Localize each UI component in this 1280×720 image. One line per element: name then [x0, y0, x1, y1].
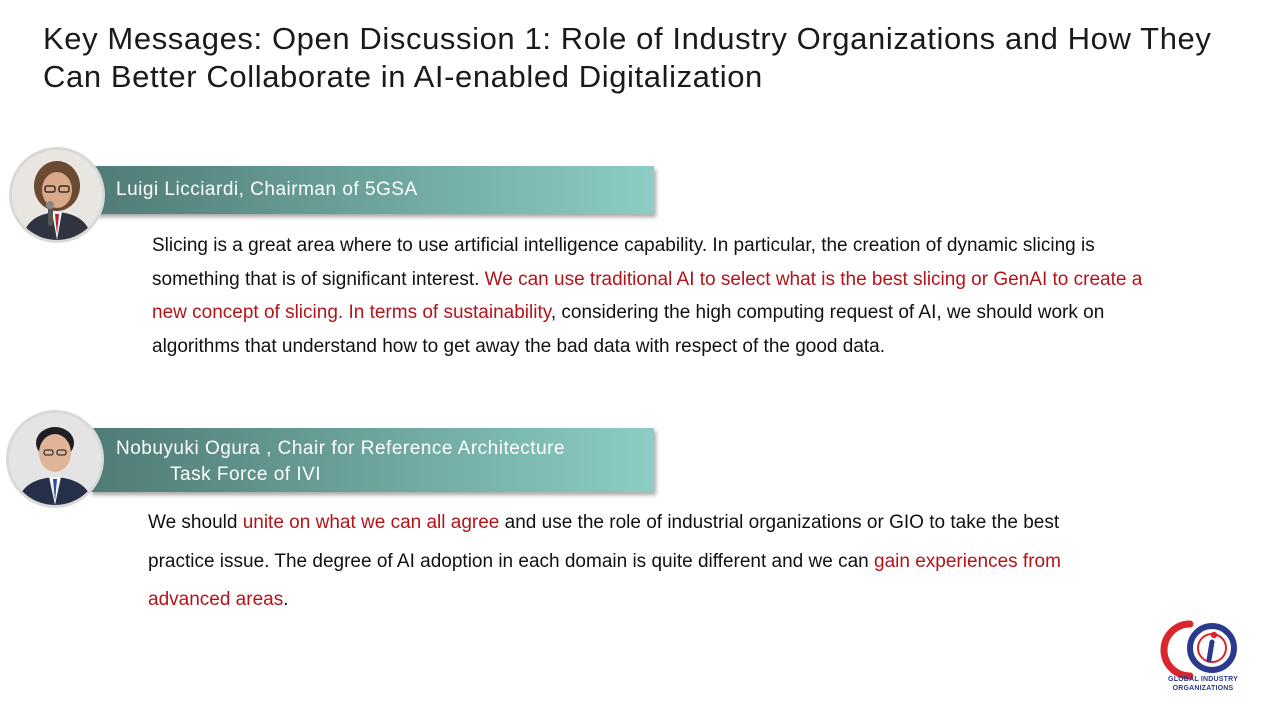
page-title: Key Messages: Open Discussion 1: Role of Industry Organizations and How They Can Better Collaborate in AI-enabled Digitalization	[43, 21, 1212, 94]
person-photo-icon	[9, 413, 101, 505]
speaker-quote-2	[148, 504, 1108, 620]
speaker-avatar-1	[9, 147, 105, 243]
speaker-name-bar-2	[90, 428, 654, 492]
quote-2-highlight-2: gain experiences from advanced areas	[148, 550, 1061, 610]
quote-1-text-b: , considering the high computing request of AI, we should work on algorithms that understand how to get away the bad data with respect of the good data.	[152, 302, 1105, 357]
quote-2-text-b: and use the role of industrial organizations or GIO to take the best practice issue. The degree of AI adoption in each domain is quite different and we can	[148, 512, 1060, 572]
quote-2-highlight-1: unite on what we can all agree	[242, 512, 500, 533]
person-photo-icon	[12, 150, 102, 240]
quote-1-highlight: We can use traditional AI to select what is the best slicing or GenAI to create a new concept of slicing. In terms of sustainability	[152, 268, 1143, 323]
speaker-name-2-line2: Task Force of IVI	[170, 464, 322, 485]
speaker-name-2-line1: Nobuyuki Ogura , Chair for Reference Architecture	[116, 438, 566, 459]
logo-line-1: GLOBAL INDUSTRY	[1168, 676, 1238, 683]
speaker-name-1: Luigi Licciardi, Chairman of 5GSA	[116, 179, 418, 200]
speaker-avatar-2	[6, 410, 104, 508]
quote-2-text-a: We should	[148, 512, 243, 533]
speaker-quote-1	[152, 229, 1152, 363]
logo-line-2: ORGANIZATIONS	[1172, 684, 1234, 692]
quote-1-text-a: Slicing is a great area where to use artificial intelligence capability. In particular, the creation of dynamic slicing is something that is of significant interest.	[152, 235, 1095, 290]
speaker-name-bar-1	[90, 166, 654, 214]
logo-wordmark	[1158, 676, 1248, 693]
quote-2-text-c: .	[283, 589, 289, 610]
